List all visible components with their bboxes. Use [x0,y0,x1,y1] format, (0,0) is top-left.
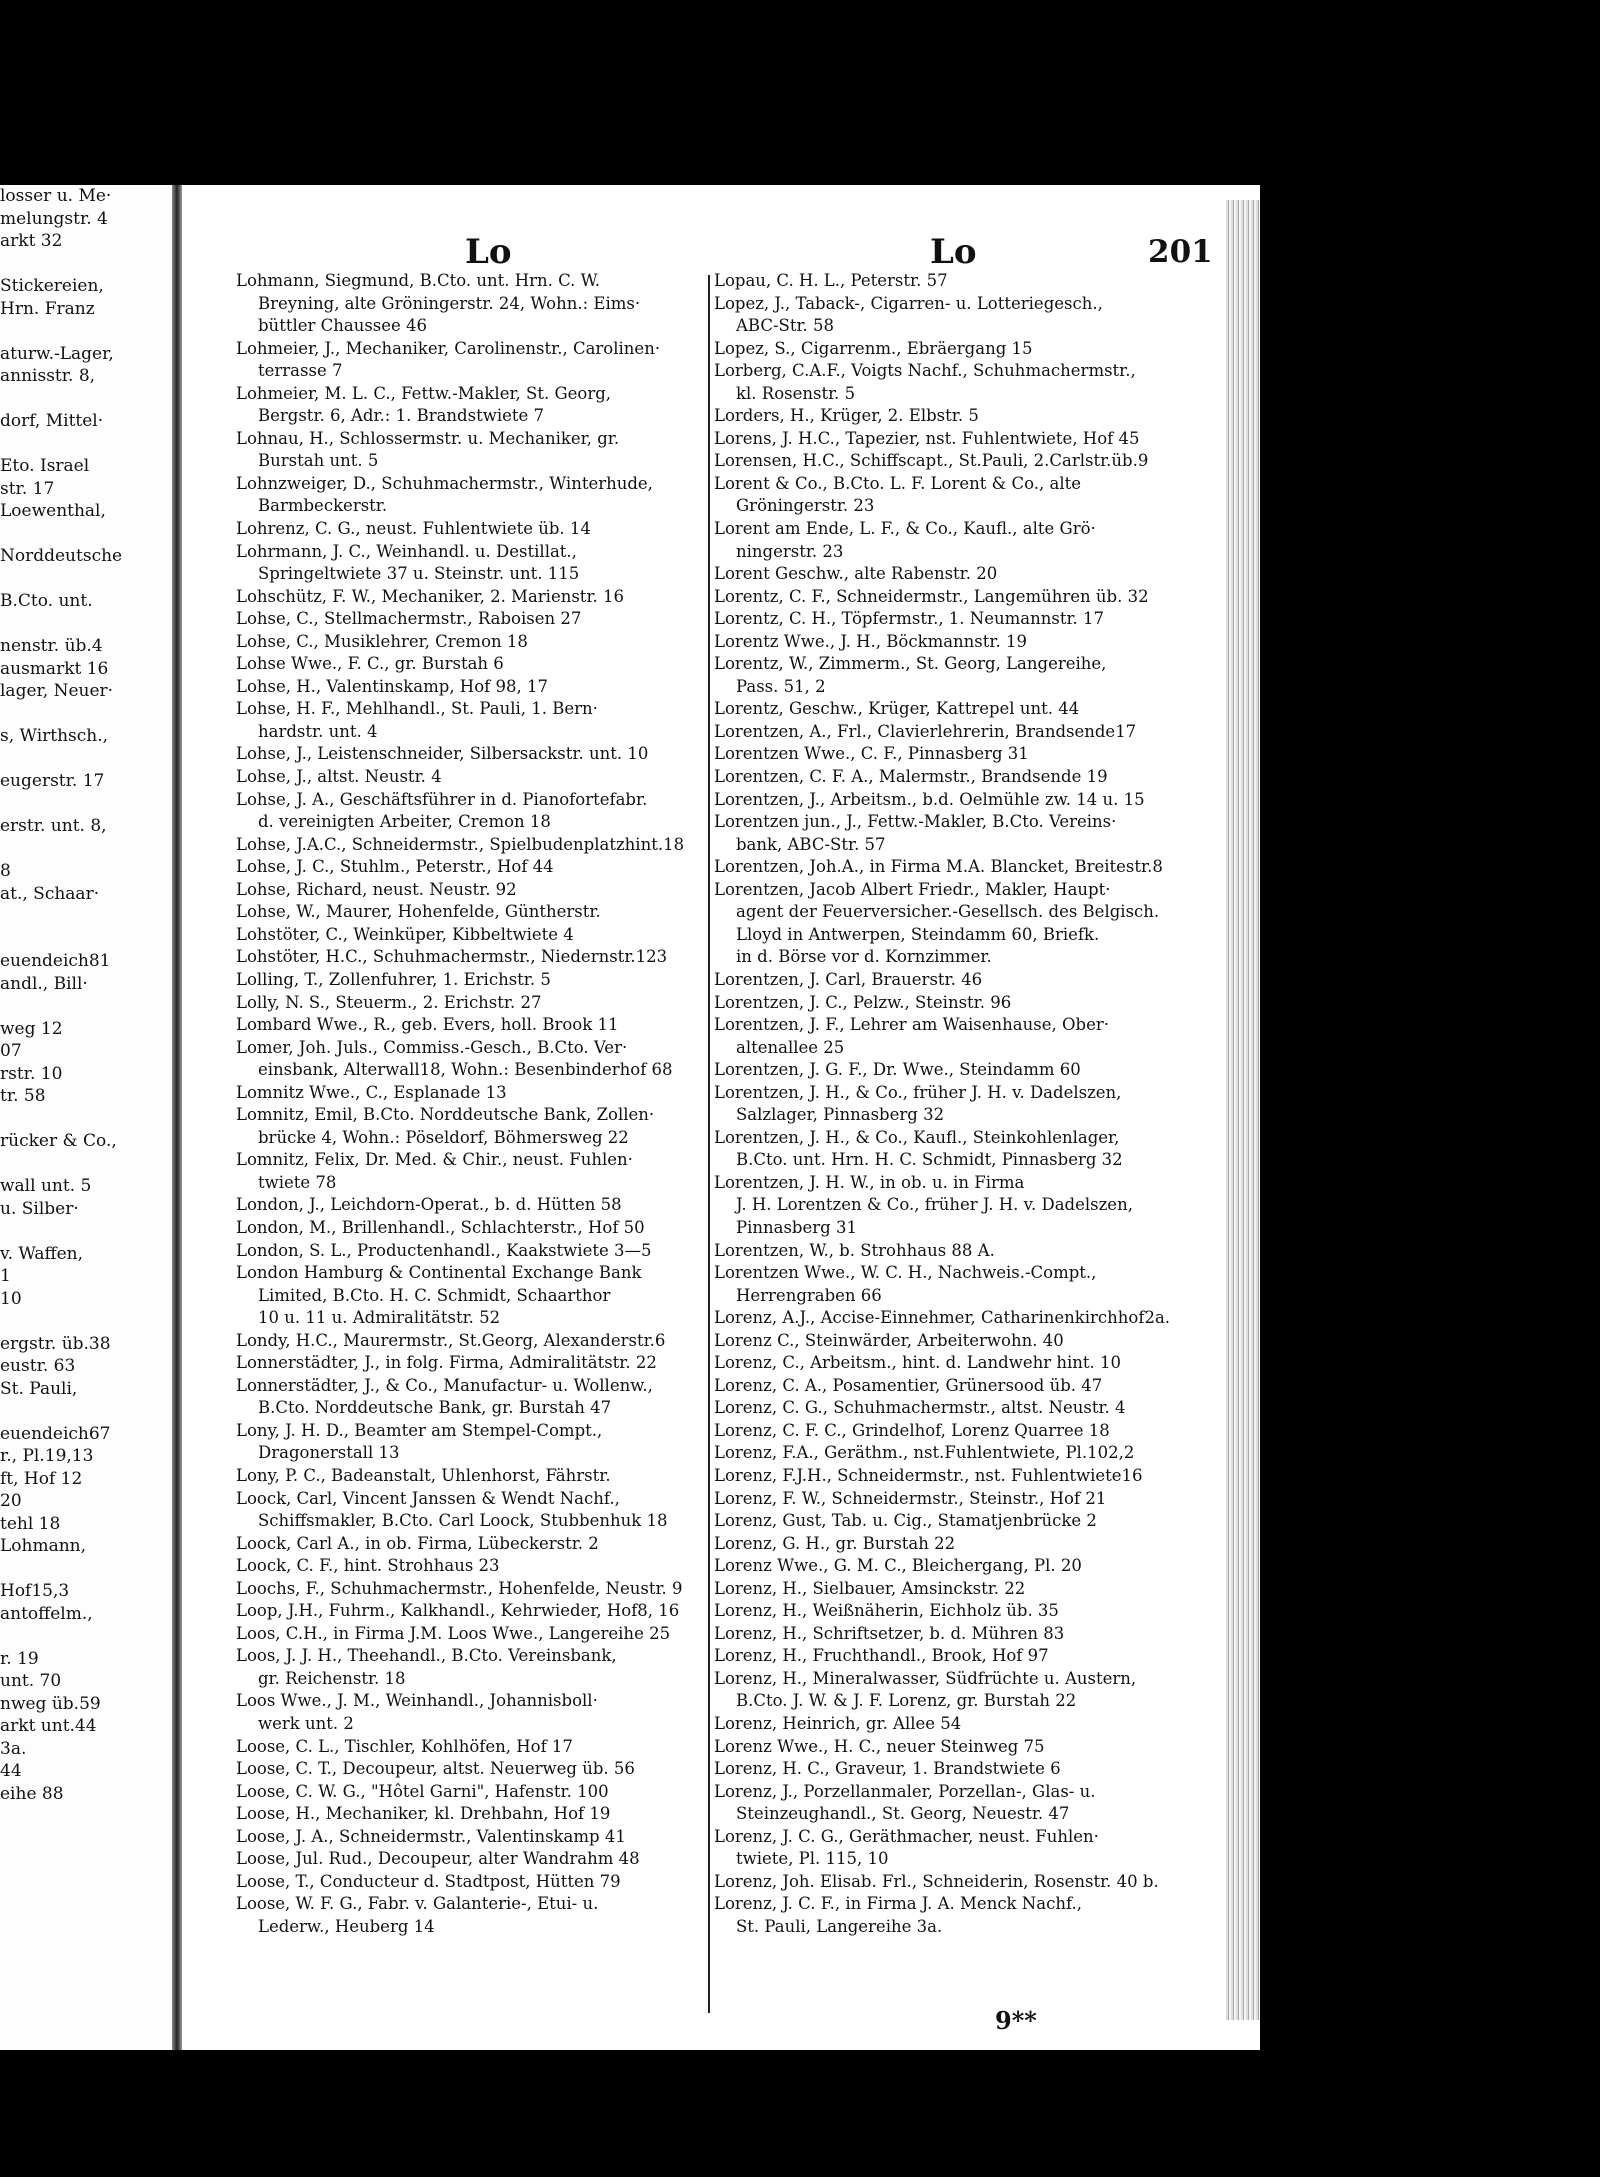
directory-entry: Lorenz, H., Weißnäherin, Eichholz üb. 35 [714,1601,1059,1621]
directory-entry: Lohse, Richard, neust. Neustr. 92 [236,879,517,899]
directory-entry-continuation: J. H. Lorentzen & Co., früher J. H. v. Dadelszen, [736,1195,1133,1215]
facing-page-line [0,703,168,726]
directory-entry: Lorentzen, J. Carl, Brauerstr. 46 [714,969,983,989]
directory-entry: Lorent am Ende, L. F., & Co., Kaufl., alte Grö· [714,519,1096,539]
facing-page-line: 8 [0,861,11,881]
directory-entry: London Hamburg & Continental Exchange Bank [236,1263,642,1283]
directory-entry: Lorenz, G. H., gr. Burstah 22 [714,1533,956,1553]
directory-entry-continuation: Herrengraben 66 [736,1285,882,1305]
directory-entry: Lohse, J.A.C., Schneidermstr., Spielbudenplatzhint.18 [236,834,685,854]
directory-entry: Lorentzen, J. H., & Co., früher J. H. v. Dadelszen, [714,1082,1122,1102]
directory-entry-continuation: in d. Börse vor d. Kornzimmer. [736,947,992,967]
directory-entry: Lohschütz, F. W., Mechaniker, 2. Marienstr. 16 [236,586,624,606]
directory-entry: Lorentzen, J. F., Lehrer am Waisenhause, Ober· [714,1015,1109,1035]
directory-entry: Lohnau, H., Schlossermstr. u. Mechaniker, gr. [236,428,620,448]
facing-page-line: 10 [0,1288,22,1309]
directory-entry-continuation: Barmbeckerstr. [258,496,388,516]
directory-entry: Lohse Wwe., F. C., gr. Burstah 6 [236,654,504,674]
directory-entry-continuation: d. vereinigten Arbeiter, Cremon 18 [258,812,551,832]
directory-entry-continuation: ningerstr. 23 [736,541,844,561]
directory-entry-continuation: werk unt. 2 [258,1714,354,1733]
directory-entry: Lohse, C., Stellmachermstr., Raboisen 27 [236,609,582,629]
running-header-left: Lo [465,232,512,272]
facing-page-line: 3a. [0,1738,27,1759]
running-header-right: Lo [930,232,977,272]
directory-entry: Lomer, Joh. Juls., Commiss.-Gesch., B.Cto. Ver· [236,1037,628,1057]
directory-entry: Lorenz, H., Schriftsetzer, b. d. Mühren 83 [714,1623,1065,1643]
directory-entry: Lopez, S., Cigarrenm., Ebräergang 15 [714,338,1033,358]
directory-entry: Loop, J.H., Fuhrm., Kalkhandl., Kehrwieder, Hof8, 16 [236,1601,680,1621]
directory-entry: Lohse, J., altst. Neustr. 4 [236,767,442,787]
directory-entry: Lorenz, F. W., Schneidermstr., Steinstr., Hof 21 [714,1488,1107,1508]
directory-entry-continuation: B.Cto. Norddeutsche Bank, gr. Burstah 47 [258,1398,612,1418]
facing-page-line [0,748,168,771]
directory-entry: Lorent & Co., B.Cto. L. F. Lorent & Co., alte [714,473,1082,493]
facing-page-line [0,253,168,276]
directory-entry: Lorentzen, C. F. A., Malermstr., Brandsende 19 [714,767,1108,787]
directory-entry-continuation: büttler Chaussee 46 [258,316,428,336]
directory-entry: Lohmeier, J., Mechaniker, Carolinenstr., Carolinen· [236,338,661,358]
directory-entry: Loose, H., Mechaniker, kl. Drehbahn, Hof 19 [236,1804,611,1824]
facing-page-line: Hof15,3 [0,1581,70,1601]
directory-entry: Lorders, H., Krüger, 2. Elbstr. 5 [714,406,979,426]
directory-entry: Lohse, W., Maurer, Hohenfelde, Güntherstr. [236,902,601,922]
facing-page-line: rstr. 10 [0,1063,63,1084]
directory-entry: Lorenz, H. C., Graveur, 1. Brandstwiete 6 [714,1759,1061,1779]
directory-entry-continuation: Burstah unt. 5 [258,451,379,471]
directory-entry: Lorentzen, J. H. W., in ob. u. in Firma [714,1172,1025,1192]
directory-entry-continuation: brücke 4, Wohn.: Pöseldorf, Böhmersweg 22 [258,1127,629,1147]
facing-page-line [0,1153,168,1176]
facing-page-line [0,838,168,861]
facing-page-line: losser u. Me· [0,186,112,206]
directory-entry-continuation: St. Pauli, Langereihe 3a. [736,1916,943,1936]
directory-entry: Lorentzen, Joh.A., in Firma M.A. Blancket, Breitestr.8 [714,857,1163,877]
directory-entry: Lorenz, C. A., Posamentier, Grünersood üb. 47 [714,1375,1103,1395]
facing-page-line [0,928,168,951]
scan-border-right [1260,0,1600,2177]
directory-entry: Lorenz, J. C. G., Geräthmacher, neust. Fuhlen· [714,1826,1099,1846]
facing-page-line [0,388,168,411]
facing-page-line: Norddeutsche [0,546,123,566]
facing-page-line: Loewenthal, [0,501,106,521]
directory-entry-continuation: ABC-Str. 58 [736,316,835,336]
facing-page-text [0,185,168,1805]
directory-entry: Lony, J. H. D., Beamter am Stempel-Compt., [236,1420,603,1440]
directory-entry-continuation: gr. Reichenstr. 18 [258,1668,406,1688]
directory-entry: Lorentzen Wwe., W. C. H., Nachweis.-Compt., [714,1263,1097,1283]
facing-page-line: Stickereien, [0,276,104,296]
directory-entry-continuation: B.Cto. J. W. & J. F. Lorenz, gr. Burstah 22 [736,1691,1077,1711]
directory-entry: Lorentz, C. H., Töpfermstr., 1. Neumannstr. 17 [714,609,1105,629]
facing-page-line: s, Wirthsch., [0,726,109,746]
facing-page-line: eihe 88 [0,1783,64,1804]
directory-entry: Lorentzen Wwe., C. F., Pinnasberg 31 [714,744,1029,764]
directory-entry: Loock, C. F., hint. Strohhaus 23 [236,1556,500,1576]
directory-entry: Lonnerstädter, J., & Co., Manufactur- u. Wollenw., [236,1375,653,1395]
directory-entry: Lohstöter, H.C., Schuhmachermstr., Niedernstr.123 [236,947,668,967]
facing-page-line [0,1558,168,1581]
facing-page-line: arkt 32 [0,231,63,251]
directory-entry-continuation: kl. Rosenstr. 5 [736,383,856,403]
facing-page-line: euendeich67 [0,1423,111,1444]
directory-entry: Lorenz Wwe., G. M. C., Bleichergang, Pl. 20 [714,1556,1082,1576]
directory-entry: Lorberg, C.A.F., Voigts Nachf., Schuhmachermstr., [714,361,1136,381]
directory-entry: Lorentzen, J. C., Pelzw., Steinstr. 96 [714,992,1012,1012]
directory-entry-continuation: agent der Feuerversicher.-Gesellsch. des Belgisch. [736,902,1160,922]
directory-entry: Lolly, N. S., Steuerm., 2. Erichstr. 27 [236,992,542,1012]
facing-page-line [0,1108,168,1131]
directory-column-right [714,270,1184,1938]
facing-page-line: annisstr. 8, [0,366,96,386]
directory-entry: Lopez, J., Taback-, Cigarren- u. Lotteriegesch., [714,293,1103,313]
directory-entry: Loose, Jul. Rud., Decoupeur, alter Wandrahm 48 [236,1849,640,1869]
directory-entry-continuation: Gröningerstr. 23 [736,496,875,516]
directory-entry-continuation: Schiffsmakler, B.Cto. Carl Loock, Stubbenhuk 18 [258,1511,668,1531]
directory-entry: Loose, W. F. G., Fabr. v. Galanterie-, Etui- u. [236,1894,599,1914]
directory-entry: Loock, Carl A., in ob. Firma, Lübeckerstr. 2 [236,1533,599,1553]
facing-page-line: lager, Neuer· [0,681,114,701]
directory-entry: Lomnitz Wwe., C., Esplanade 13 [236,1082,507,1102]
directory-entry: Lohse, C., Musiklehrer, Cremon 18 [236,631,528,651]
directory-entry: Loose, T., Conducteur d. Stadtpost, Hütten 79 [236,1871,621,1891]
facing-page-line: tr. 58 [0,1086,46,1106]
facing-page-line: andl., Bill· [0,973,88,994]
directory-entry: Lorenz Wwe., H. C., neuer Steinweg 75 [714,1736,1045,1756]
facing-page-line: nweg üb.59 [0,1693,101,1714]
facing-page-line: nenstr. üb.4 [0,636,103,656]
directory-entry: Lorenz, H., Mineralwasser, Südfrüchte u. Austern, [714,1668,1137,1688]
directory-entry: Lohse, J. C., Stuhlm., Peterstr., Hof 44 [236,857,554,877]
directory-entry: Lolling, T., Zollenfuhrer, 1. Erichstr. 5 [236,969,551,989]
directory-entry: Lorentzen, A., Frl., Clavierlehrerin, Brandsende17 [714,721,1137,741]
facing-page-line: ausmarkt 16 [0,658,109,679]
directory-entry: Lorentzen, J. H., & Co., Kaufl., Steinkohlenlager, [714,1127,1120,1147]
facing-page-line: Hrn. Franz [0,298,95,319]
page-number: 201 [1148,234,1213,270]
facing-page-line: erstr. unt. 8, [0,816,107,836]
directory-entry: Lorenz, H., Sielbauer, Amsinckstr. 22 [714,1578,1026,1598]
directory-entry: Lorenz, J. C. F., in Firma J. A. Menck Nachf., [714,1894,1082,1914]
directory-entry: Lorenz, J., Porzellanmaler, Porzellan-, Glas- u. [714,1781,1096,1801]
directory-entry: Lohmann, Siegmund, B.Cto. unt. Hrn. C. W. [236,271,600,290]
directory-entry: Lorenz C., Steinwärder, Arbeiterwohn. 40 [714,1330,1064,1350]
facing-page-line: dorf, Mittel· [0,411,104,431]
directory-entry: Lohnzweiger, D., Schuhmachermstr., Winterhude, [236,473,653,493]
directory-entry: Lorenz, H., Fruchthandl., Brook, Hof 97 [714,1646,1049,1666]
directory-entry: Lorenz, C. F. C., Grindelhof, Lorenz Quarree 18 [714,1420,1110,1440]
facing-page-line: Lohmann, [0,1536,87,1556]
directory-entry: Londy, H.C., Maurermstr., St.Georg, Alexanderstr.6 [236,1330,666,1350]
facing-page-line [0,320,168,343]
directory-entry: Lohrmann, J. C., Weinhandl. u. Destillat., [236,541,577,561]
directory-entry: Loos Wwe., J. M., Weinhandl., Johannisboll· [236,1691,598,1711]
directory-entry-continuation: Steinzeughandl., St. Georg, Neuestr. 47 [736,1804,1070,1824]
directory-entry: Lonnerstädter, J., in folg. Firma, Admiralitätstr. 22 [236,1353,657,1373]
directory-entry-continuation: twiete, Pl. 115, 10 [736,1849,889,1869]
directory-entry: Lorens, J. H.C., Tapezier, nst. Fuhlentwiete, Hof 45 [714,428,1140,448]
directory-entry: Lohse, H. F., Mehlhandl., St. Pauli, 1. Bern· [236,699,598,719]
facing-page-line: St. Pauli, [0,1378,78,1399]
directory-entry-continuation: 10 u. 11 u. Admiralitätstr. 52 [258,1308,501,1328]
directory-entry: Lohse, H., Valentinskamp, Hof 98, 17 [236,676,548,696]
directory-entry: Lorentzen jun., J., Fettw.-Makler, B.Cto. Vereins· [714,812,1117,832]
facing-page-line: B.Cto. unt. [0,591,93,611]
directory-entry-continuation: Limited, B.Cto. H. C. Schmidt, Schaarthor [258,1285,611,1305]
directory-entry-continuation: B.Cto. unt. Hrn. H. C. Schmidt, Pinnasberg 32 [736,1150,1123,1170]
facing-page-line: weg 12 [0,1018,63,1039]
directory-entry: Lorentz, C. F., Schneidermstr., Langemühren üb. 32 [714,586,1149,606]
scan-border-bottom [0,2050,1600,2177]
directory-entry-continuation: einsbank, Alterwall18, Wohn.: Besenbinderhof 68 [258,1060,673,1080]
directory-entry-continuation: bank, ABC-Str. 57 [736,834,886,854]
facing-page-line [0,568,168,591]
facing-page-line: Eto. Israel [0,456,90,476]
directory-entry: Loos, C.H., in Firma J.M. Loos Wwe., Langereihe 25 [236,1623,671,1643]
directory-entry-continuation: Dragonerstall 13 [258,1443,400,1463]
directory-entry-continuation: Lloyd in Antwerpen, Steindamm 60, Briefk. [736,924,1100,944]
facing-page-line [0,1310,168,1333]
directory-entry: Lorentzen, J., Arbeitsm., b.d. Oelmühle zw. 14 u. 15 [714,789,1145,809]
facing-page-line [0,995,168,1018]
directory-entry: Lorenz, Heinrich, gr. Allee 54 [714,1714,962,1733]
directory-entry-continuation: terrasse 7 [258,361,343,381]
directory-entry: Lorentz, W., Zimmerm., St. Georg, Langereihe, [714,654,1107,674]
facing-page-line: antoffelm., [0,1603,93,1624]
directory-entry-continuation: Salzlager, Pinnasberg 32 [736,1105,945,1125]
directory-entry: Lohse, J. A., Geschäftsführer in d. Pianofortefabr. [236,789,648,809]
facing-page-line: str. 17 [0,478,55,499]
facing-page-line: arkt unt.44 [0,1716,97,1736]
facing-page-line: ergstr. üb.38 [0,1333,111,1354]
facing-page-line: rücker & Co., [0,1131,117,1151]
directory-entry: Lorentzen, J. G. F., Dr. Wwe., Steindamm 60 [714,1060,1081,1080]
directory-entry: Loock, Carl, Vincent Janssen & Wendt Nachf., [236,1488,620,1508]
directory-entry: Lohmeier, M. L. C., Fettw.-Makler, St. Georg, [236,383,612,403]
facing-page-line [0,1220,168,1243]
facing-page-line: u. Silber· [0,1198,79,1219]
directory-entry: Lorentz Wwe., J. H., Böckmannstr. 19 [714,631,1027,651]
directory-entry: Loose, C. L., Tischler, Kohlhöfen, Hof 17 [236,1736,573,1756]
directory-entry: Loose, J. A., Schneidermstr., Valentinskamp 41 [236,1826,626,1846]
facing-page-line: 07 [0,1041,22,1061]
facing-page-line: tehl 18 [0,1513,61,1534]
directory-entry: Lomnitz, Emil, B.Cto. Norddeutsche Bank, Zollen· [236,1105,655,1125]
facing-page-line [0,523,168,546]
facing-page-line: r. 19 [0,1648,39,1669]
directory-entry: London, S. L., Productenhandl., Kaakstwiete 3—5 [236,1240,652,1260]
facing-page-line: unt. 70 [0,1671,62,1691]
directory-entry: Lorentz, Geschw., Krüger, Kattrepel unt. 44 [714,699,1080,719]
directory-entry: Lorenz, C. G., Schuhmachermstr., altst. Neustr. 4 [714,1398,1126,1418]
directory-entry: Lorenz, F.A., Geräthm., nst.Fuhlentwiete, Pl.102,2 [714,1443,1135,1463]
facing-page-line: eugerstr. 17 [0,771,105,791]
facing-page-line: aturw.-Lager, [0,343,114,364]
directory-entry: Lorenz, Joh. Elisab. Frl., Schneiderin, Rosenstr. 40 b. [714,1871,1159,1891]
facing-page-line: 44 [0,1761,22,1781]
facing-page-line: r., Pl.19,13 [0,1446,94,1466]
facing-page-line: wall unt. 5 [0,1176,92,1196]
directory-entry: Lombard Wwe., R., geb. Evers, holl. Brook 11 [236,1015,619,1035]
directory-entry-continuation: hardstr. unt. 4 [258,721,378,741]
directory-entry-continuation: Pinnasberg 31 [736,1217,857,1237]
directory-entry-continuation: Lederw., Heuberg 14 [258,1916,435,1936]
directory-entry-continuation: Springeltwiete 37 u. Steinstr. unt. 115 [258,564,580,584]
directory-entry: London, J., Leichdorn-Operat., b. d. Hütten 58 [236,1195,622,1215]
page-edges [1226,200,1262,2020]
directory-entry: Lomnitz, Felix, Dr. Med. & Chir., neust. Fuhlen· [236,1150,633,1170]
directory-entry: Lorenz, C., Arbeitsm., hint. d. Landwehr hint. 10 [714,1353,1121,1373]
directory-entry: Loose, C. T., Decoupeur, altst. Neuerweg üb. 56 [236,1759,635,1779]
directory-entry-continuation: Bergstr. 6, Adr.: 1. Brandstwiete 7 [258,406,545,426]
facing-page-line [0,613,168,636]
directory-entry-continuation: Pass. 51, 2 [736,676,826,696]
facing-page-line: melungstr. 4 [0,208,108,229]
directory-entry: Lorenz, A.J., Accise-Einnehmer, Catharinenkirchhof2a. [714,1308,1171,1328]
directory-entry: Loos, J. J. H., Theehandl., B.Cto. Vereinsbank, [236,1646,617,1666]
facing-page-line: euendeich81 [0,951,111,971]
directory-entry: Lorentzen, W., b. Strohhaus 88 A. [714,1240,995,1260]
facing-page-line [0,1625,168,1648]
directory-entry-continuation: twiete 78 [258,1172,337,1192]
column-divider [708,275,710,2013]
facing-page-line: at., Schaar· [0,883,100,904]
directory-entry: Lohse, J., Leistenschneider, Silbersackstr. unt. 10 [236,744,649,764]
facing-page-line [0,433,168,456]
facing-page-line: 20 [0,1491,22,1511]
facing-page-line: 1 [0,1266,11,1286]
directory-entry: Lohrenz, C. G., neust. Fuhlentwiete üb. 14 [236,519,591,539]
book-gutter [172,185,182,2050]
facing-page-line [0,1400,168,1423]
facing-page-line [0,793,168,816]
directory-entry-continuation: altenallee 25 [736,1037,845,1057]
facing-page-line: eustr. 63 [0,1356,76,1376]
facing-page-fragment [0,185,172,2050]
directory-entry: Lorenz, Gust, Tab. u. Cig., Stamatjenbrücke 2 [714,1511,1097,1531]
directory-entry: Lorensen, H.C., Schiffscapt., St.Pauli, 2.Carlstr.üb.9 [714,451,1149,471]
directory-entry: Lorent Geschw., alte Rabenstr. 20 [714,564,998,584]
directory-entry-continuation: Breyning, alte Gröningerstr. 24, Wohn.: Eims· [258,293,641,313]
directory-entry: Lohstöter, C., Weinküper, Kibbeltwiete 4 [236,924,574,944]
directory-entry: Loochs, F., Schuhmachermstr., Hohenfelde, Neustr. 9 [236,1578,683,1598]
facing-page-line: ft, Hof 12 [0,1468,83,1489]
directory-entry: London, M., Brillenhandl., Schlachterstr., Hof 50 [236,1217,645,1237]
directory-entry: Lorentzen, Jacob Albert Friedr., Makler, Haupt· [714,879,1111,899]
facing-page-line: v. Waffen, [0,1243,84,1264]
facing-page-line [0,905,168,928]
directory-entry: Lony, P. C., Badeanstalt, Uhlenhorst, Fährstr. [236,1465,611,1485]
signature-mark: 9** [995,2006,1037,2035]
directory-column-left [236,270,706,1938]
directory-entry: Lopau, C. H. L., Peterstr. 57 [714,271,948,290]
directory-entry: Lorenz, F.J.H., Schneidermstr., nst. Fuhlentwiete16 [714,1465,1143,1485]
directory-entry: Loose, C. W. G., "Hôtel Garni", Hafenstr. 100 [236,1781,609,1801]
